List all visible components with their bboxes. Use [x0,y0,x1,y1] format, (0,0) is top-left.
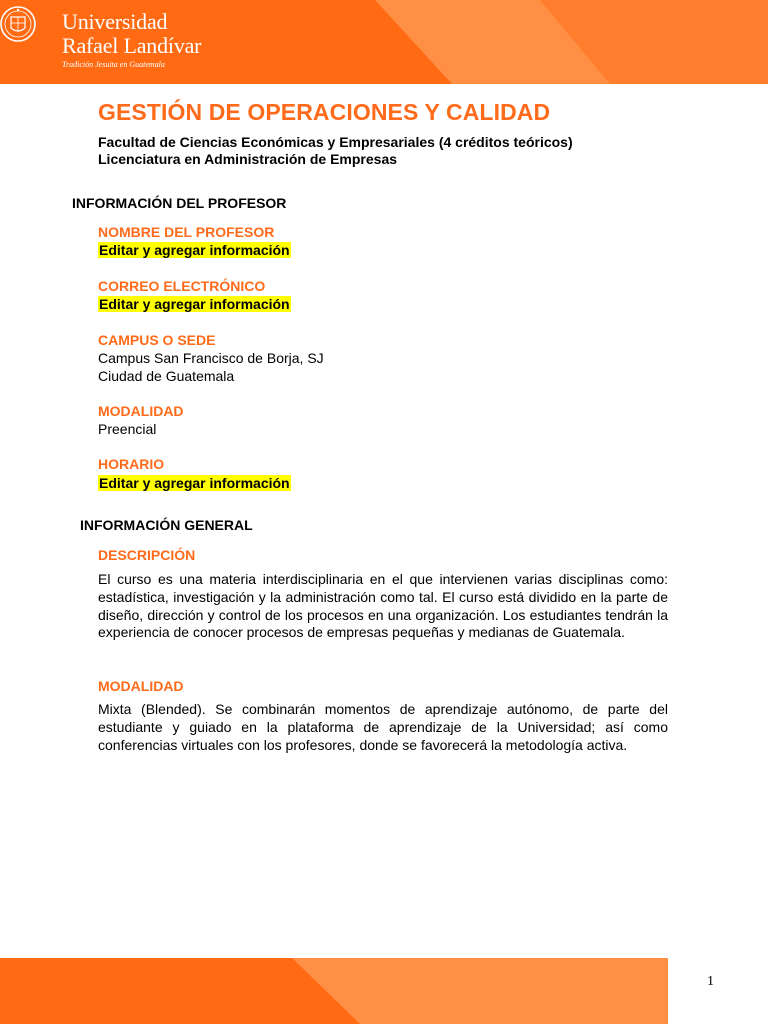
schedule-placeholder: Editar y agregar información [99,475,290,491]
logo-tagline: Tradición Jesuita en Guatemala [62,60,165,69]
general-section-heading: INFORMACIÓN GENERAL [80,517,253,533]
campus-line-2: Ciudad de Guatemala [98,368,235,384]
schedule-label: HORARIO [98,456,165,472]
faculty-line: Facultad de Ciencias Económicas y Empresariales (4 créditos teóricos) [98,134,573,150]
university-logo [62,10,201,71]
professor-name-placeholder: Editar y agregar información [99,242,290,258]
program-line: Licenciatura en Administración de Empresas [98,151,398,167]
page-number: 1 [707,974,714,989]
description-paragraph: El curso es una materia interdisciplinaria en el que intervienen varias disciplinas como: estadística, investigación y la administración como tal. El curso está dividido en la parte de diseño, dirección y control de los procesos en una organización. Los estudiantes tendrán la experiencia de conocer procesos de empresas pequeñas y medianas de Guatemala. [98,571,668,641]
general-mode-label: MODALIDAD [98,678,184,694]
email-placeholder: Editar y agregar información [99,296,290,312]
professor-mode-label: MODALIDAD [98,403,184,419]
logo-line-1: Universidad [62,9,168,34]
professor-mode-value: Preencial [98,421,157,437]
document-title: GESTIÓN DE OPERACIONES Y CALIDAD [98,99,551,125]
professor-name-value [98,241,291,259]
university-seal-icon [0,0,36,48]
professor-name-label: NOMBRE DEL PROFESOR [98,224,275,240]
schedule-value [98,474,291,492]
email-label: CORREO ELECTRÓNICO [98,278,266,294]
general-mode-paragraph: Mixta (Blended). Se combinarán momentos de aprendizaje autónomo, de parte del estudiante y guiado en la plataforma de aprendizaje de la Universidad; así como conferencias virtuales con los profesores, donde se favorecerá la metodología activa. [98,701,668,753]
professor-section-heading: INFORMACIÓN DEL PROFESOR [72,195,287,211]
description-label: DESCRIPCIÓN [98,547,196,563]
header-banner [0,0,768,84]
logo-line-2: Rafael Landívar [62,33,202,58]
footer-banner-shape [0,958,768,1024]
campus-line-1: Campus San Francisco de Borja, SJ [98,350,324,366]
footer-banner [0,958,768,1024]
email-value [98,295,291,313]
campus-label: CAMPUS O SEDE [98,332,216,348]
